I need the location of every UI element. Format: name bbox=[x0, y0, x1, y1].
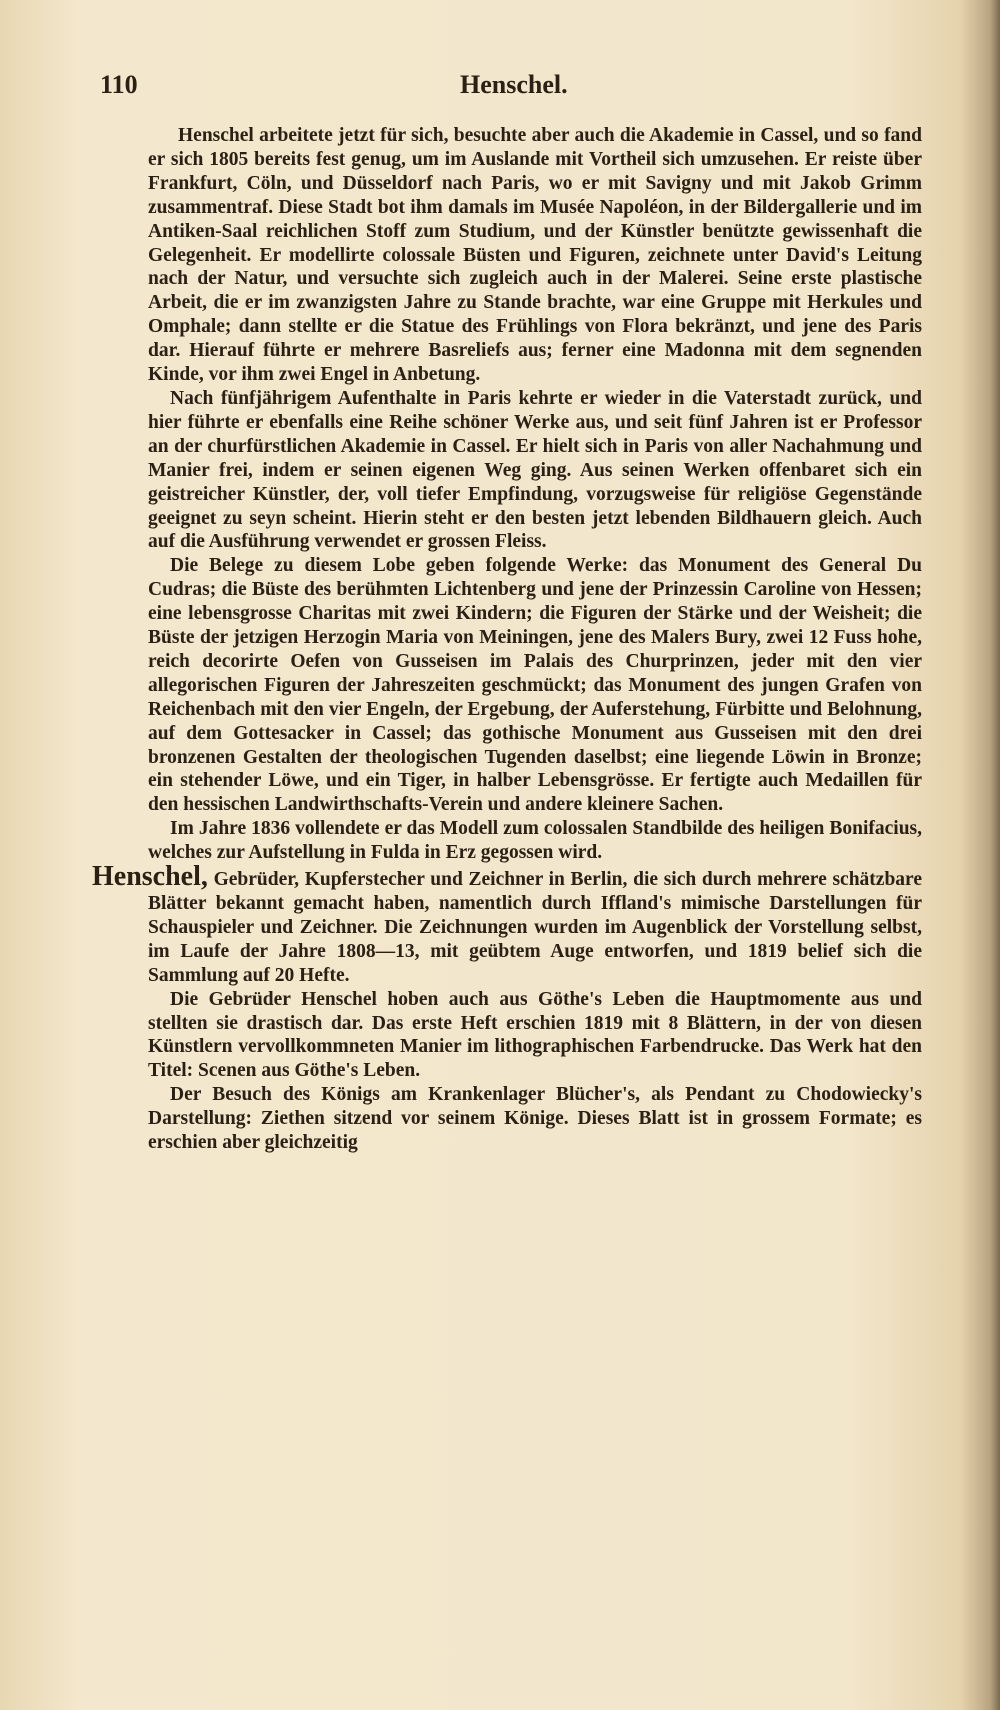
paragraph: Die Gebrüder Henschel hoben auch aus Göthe's Leben die Hauptmomente aus und stellten sie drastisch dar. Das erste Heft erschien 1819 mit 8 Blättern, in der von diesen Künstlern vervollkommneten Manier im lithographischen Farbendrucke. Das Werk hat den Titel: Scenen aus Göthe's Leben. bbox=[148, 988, 922, 1082]
paragraph: Die Belege zu diesem Lobe geben folgende Werke: das Monument des General Du Cudras; die Büste des berühmten Lichtenberg und jene der Prinzessin Caroline von Hessen; eine lebensgrosse Charitas mit zwei Kindern; die Figuren der Stärke und der Weisheit; die Büste der jetzigen Herzogin Maria von Meiningen, jene des Malers Bury, zwei 12 Fuss hohe, reich decorirte Oefen von Gusseisen im Palais des Churprinzen, jeder mit den vier allegorischen Figuren der Jahreszeiten geschmückt; das Monument des jungen Grafen von Reichenbach mit den vier Engeln, der Ergebung, der Auferstehung, Fürbitte und Belohnung, auf dem Gottesacker in Cassel; das gothische Monument aus Gusseisen mit den drei bronzenen Gestalten der theologischen Tugenden daselbst; eine liegende Löwin in Bronze; ein stehender Löwe, und ein Tiger, in halber Lebensgrösse. Er fertigte auch Medaillen für den hessischen Landwirthschafts-Verein und andere kleinere Sachen. bbox=[148, 555, 922, 816]
paragraph: Im Jahre 1836 vollendete er das Modell zum colossalen Standbilde des heiligen Bonifacius, welches zur Aufstellung in Fulda in Erz gegossen wird. bbox=[148, 818, 922, 864]
entry-text: Gebrüder, Kupferstecher und Zeichner in Berlin, die sich durch mehrere schätzbare Blätter bekannt gemacht haben, namentlich durch Iffland's mimische Darstellungen für Schauspieler und Zeichner. Die Zeichnungen wurden im Augenblick der Vorstellung selbst, im Laufe der Jahre 1808—13, mit geübtem Auge entworfen, und 1819 belief sich die Sammlung auf 20 Hefte. bbox=[148, 869, 922, 986]
entry-first-paragraph bbox=[92, 861, 922, 988]
dictionary-entry bbox=[92, 861, 922, 1155]
page-header bbox=[100, 70, 920, 110]
entry-headword: Henschel, bbox=[92, 861, 208, 893]
paragraph: Nach fünfjährigem Aufenthalte in Paris kehrte er wieder in die Vaterstadt zurück, und hier führte er ebenfalls eine Reihe schöner Werke aus, und seit fünf Jahren ist er Professor an der churfürstlichen Akademie in Cassel. Er hielt sich in Paris von aller Nachahmung und Manier frei, indem er seinen eigenen Weg ging. Aus seinen Werken offenbaret sich ein geistreicher Künstler, der, voll tiefer Empfindung, vorzugsweise für religiöse Gegenstände geeignet zu seyn scheint. Hierin steht er den besten jetzt lebenden Bildhauern gleich. Auch auf die Ausführung verwendet er grossen Fleiss. bbox=[148, 387, 922, 553]
page-number: 110 bbox=[100, 70, 138, 99]
body-text bbox=[92, 124, 922, 1155]
paragraph: Der Besuch des Königs am Krankenlager Blücher's, als Pendant zu Chodowiecky's Darstellung: Ziethen sitzend vor seinem Könige. Dieses Blatt ist in grossem Formate; es erschien aber gleichzeitig bbox=[148, 1084, 922, 1154]
running-head: Henschel. bbox=[460, 70, 568, 99]
paragraph: Henschel arbeitete jetzt für sich, besuchte aber auch die Akademie in Cassel, und so fand er sich 1805 bereits fest genug, um im Auslande mit Vortheil sich umzusehen. Er reiste über Frankfurt, Cöln, und Düsseldorf nach Paris, wo er mit Savigny und mit Jakob Grimm zusammentraf. Diese Stadt bot ihm damals im Musée Napoléon, in der Bildergallerie und im Antiken-Saal reichlichen Stoff zum Studium, und der Künstler benützte gewissenhaft die Gelegenheit. Er modellirte colossale Büsten und Figuren, zeichnete unter David's Leitung nach der Natur, und versuchte sich zugleich auch in der Malerei. Seine erste plastische Arbeit, die er im zwanzigsten Jahre zu Stande brachte, war eine Gruppe mit Herkules und Omphale; dann stellte er die Statue des Frühlings von Flora bekränzt, und jene des Paris dar. Hierauf führte er mehrere Basreliefs aus; ferner eine Madonna mit dem segnenden Kinde, vor ihm zwei Engel in Anbetung. bbox=[148, 125, 922, 386]
